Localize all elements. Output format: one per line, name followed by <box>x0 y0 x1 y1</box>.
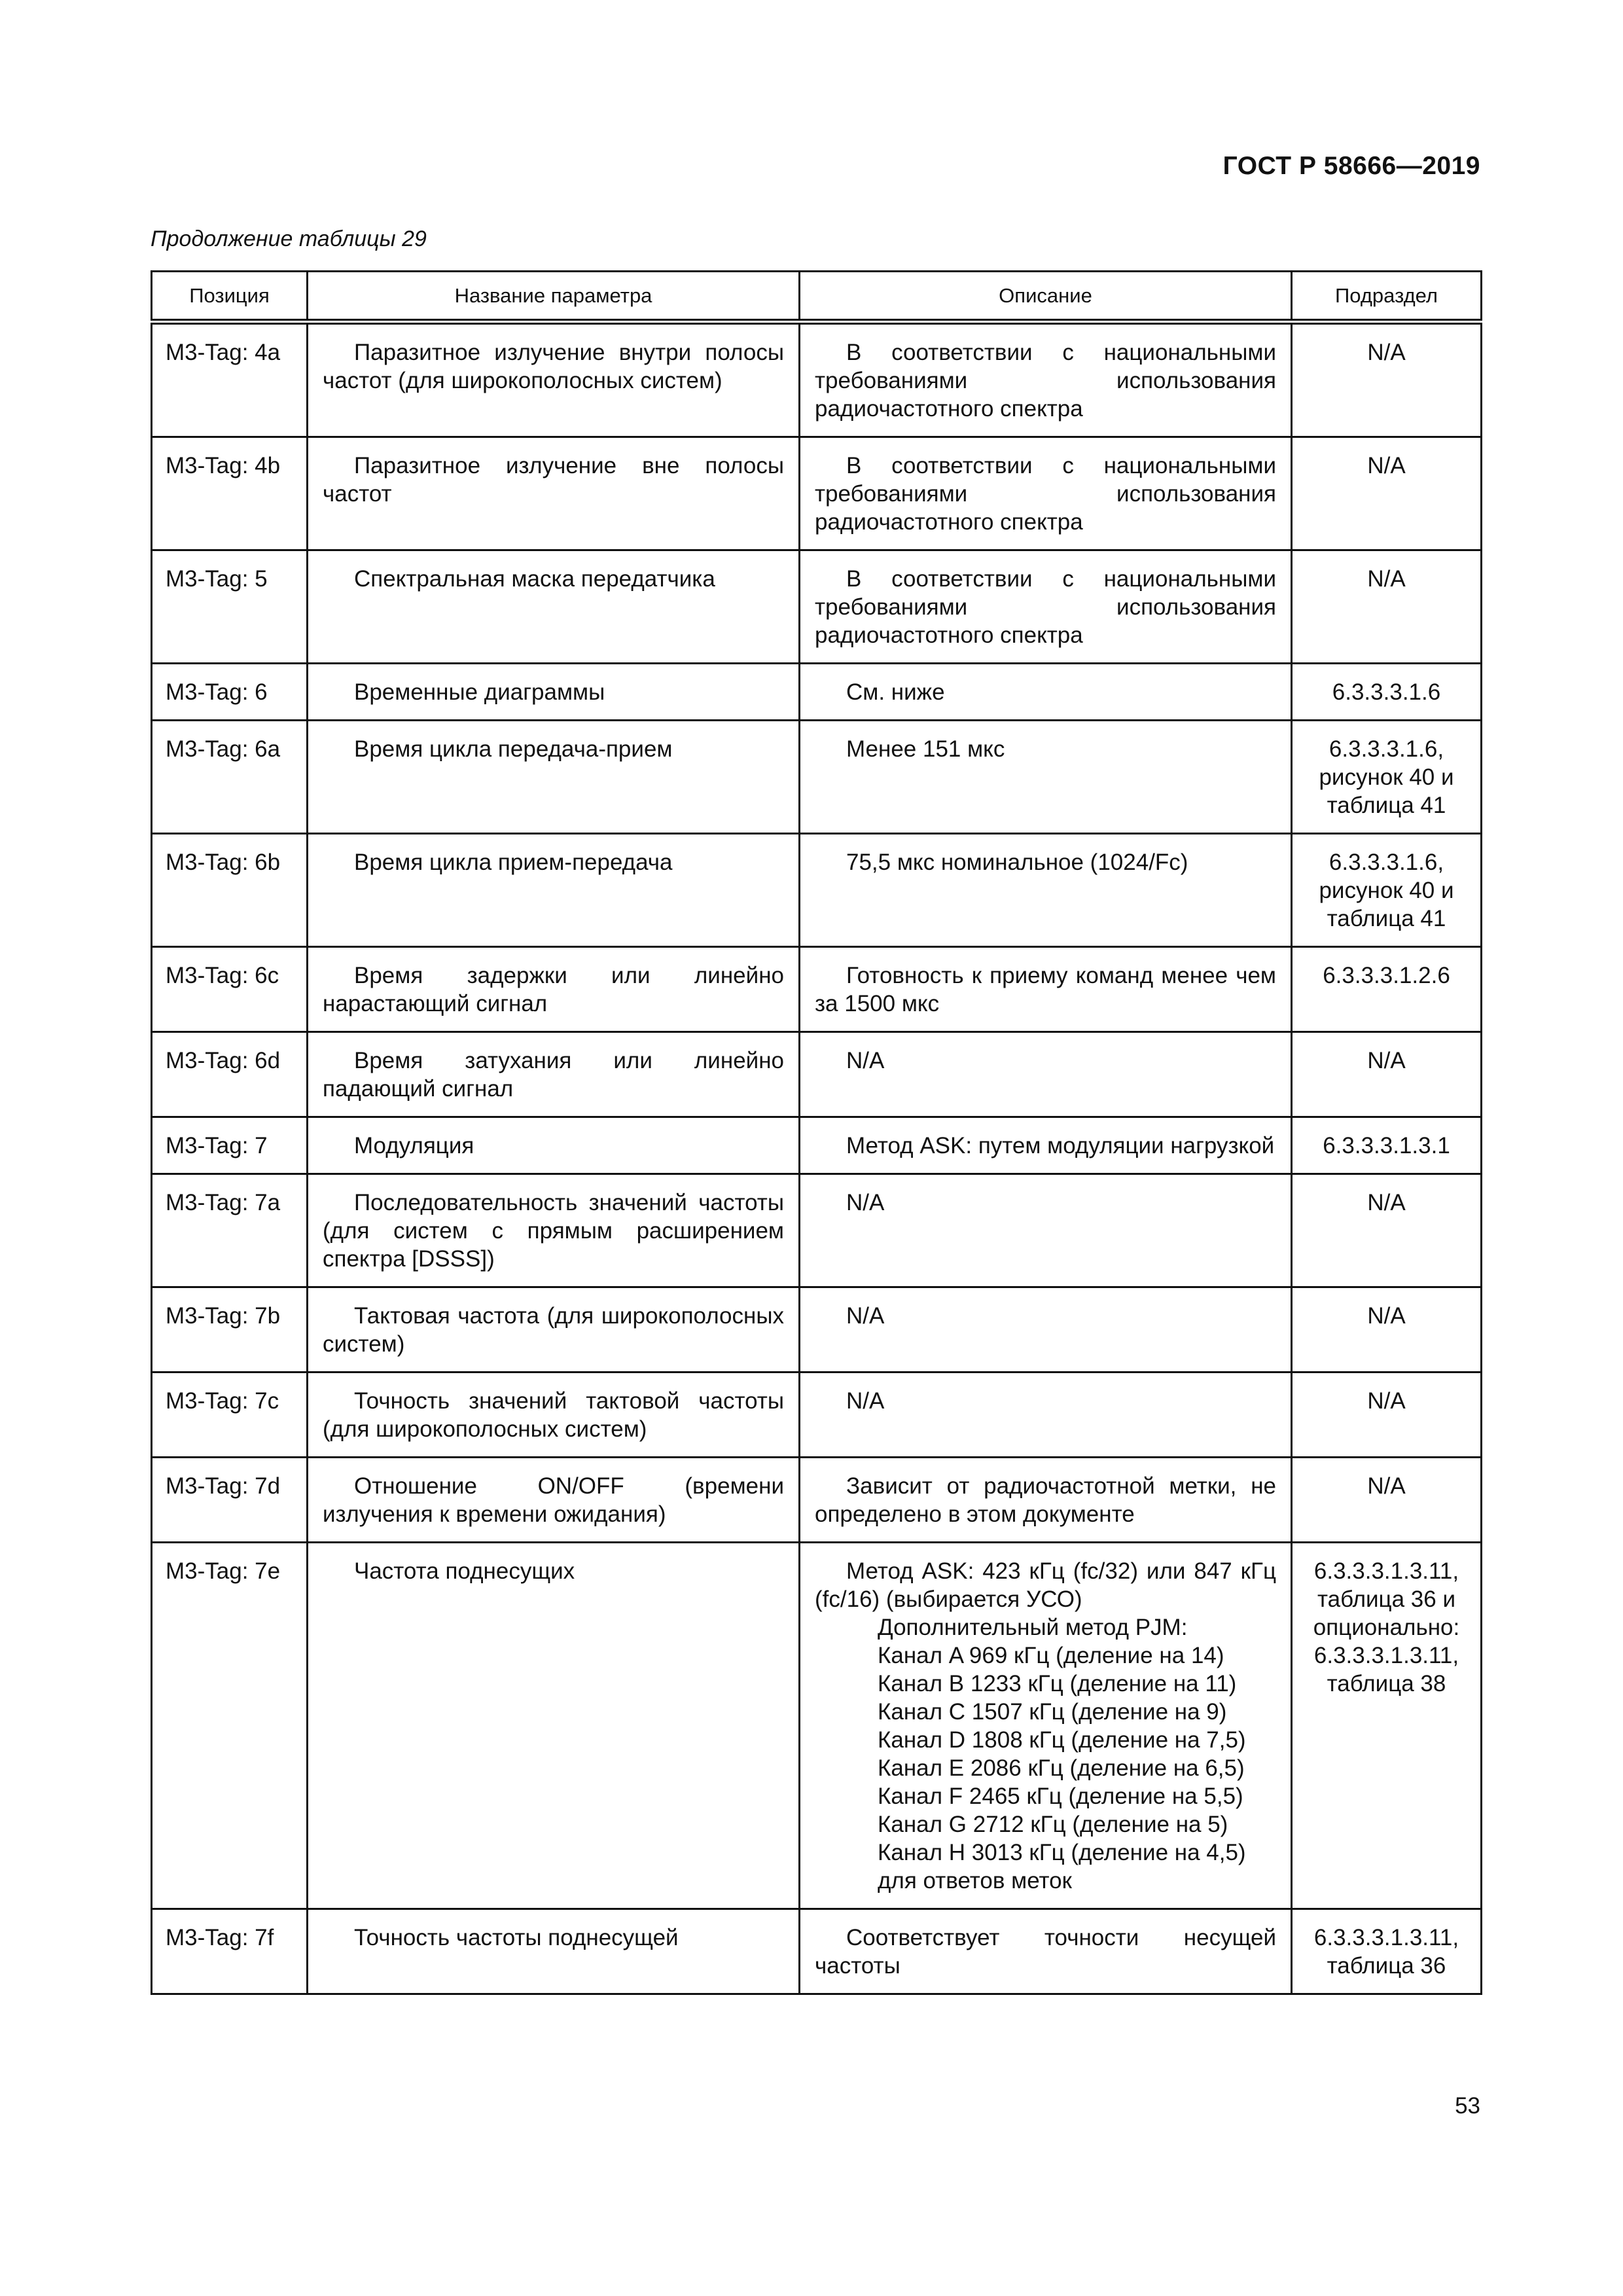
description-line: Метод ASK: путем модуляции нагрузкой <box>846 1133 1275 1158</box>
parameter-name-text: Модуляция <box>354 1133 474 1158</box>
cell-parameter-name <box>308 1372 800 1458</box>
description-line: 75,5 мкс номинальное (1024/Fc) <box>846 850 1188 875</box>
cell-parameter-name <box>308 437 800 550</box>
cell-description <box>800 1032 1292 1117</box>
description-line: Соответствует точности несущей частоты <box>815 1925 1276 1979</box>
parameter-name-text: Время затухания или линейно падающий сигнал <box>323 1048 784 1102</box>
cell-description <box>800 664 1292 721</box>
cell-description <box>800 947 1292 1032</box>
table-row <box>152 721 1482 834</box>
cell-position: M3-Tag: 6d <box>152 1032 308 1117</box>
description-line: Зависит от радиочастотной метки, не определено в этом документе <box>815 1473 1276 1527</box>
cell-parameter-name <box>308 1174 800 1287</box>
description-line: Канал B 1233 кГц (деление на 11) <box>878 1671 1237 1696</box>
description-line: Канал E 2086 кГц (деление на 6,5) <box>878 1755 1245 1781</box>
cell-subsection: 6.3.3.3.1.2.6 <box>1292 947 1482 1032</box>
cell-subsection: 6.3.3.3.1.6, рисунок 40 и таблица 41 <box>1292 721 1482 834</box>
description-line: для ответов меток <box>878 1868 1072 1893</box>
parameters-table <box>151 270 1482 1995</box>
cell-parameter-name <box>308 322 800 437</box>
cell-position: M3-Tag: 5 <box>152 550 308 664</box>
description-line: В соответствии с национальными требованиями использования радиочастотного спектра <box>815 453 1276 535</box>
cell-position: M3-Tag: 6b <box>152 834 308 947</box>
parameter-name-text: Спектральная маска передатчика <box>354 566 715 592</box>
cell-parameter-name <box>308 834 800 947</box>
parameter-name-text: Паразитное излучение вне полосы частот <box>323 453 784 507</box>
parameter-name-text: Отношение ON/OFF (времени излучения к времени ожидания) <box>323 1473 784 1527</box>
cell-subsection: N/A <box>1292 1032 1482 1117</box>
parameter-name-text: Точность частоты поднесущей <box>354 1925 679 1950</box>
description-line: См. ниже <box>846 679 945 705</box>
parameter-name-text: Временные диаграммы <box>354 679 605 705</box>
cell-description <box>800 1174 1292 1287</box>
description-line: В соответствии с национальными требованиями использования радиочастотного спектра <box>815 566 1276 648</box>
cell-description <box>800 1543 1292 1909</box>
table-header <box>152 272 1482 322</box>
description-line: N/A <box>846 1303 885 1329</box>
table-row <box>152 664 1482 721</box>
table-row <box>152 1174 1482 1287</box>
cell-position: M3-Tag: 7c <box>152 1372 308 1458</box>
table-row <box>152 550 1482 664</box>
table-row <box>152 322 1482 437</box>
parameter-name-text: Точность значений тактовой частоты (для широкополосных систем) <box>323 1388 784 1442</box>
description-line: Менее 151 мкс <box>846 736 1005 762</box>
parameter-name-text: Время цикла прием-передача <box>354 850 673 875</box>
cell-subsection: N/A <box>1292 322 1482 437</box>
table-row <box>152 1543 1482 1909</box>
cell-position: M3-Tag: 7f <box>152 1909 308 1994</box>
description-line: N/A <box>846 1048 885 1073</box>
cell-description <box>800 721 1292 834</box>
cell-parameter-name <box>308 1117 800 1174</box>
cell-position: M3-Tag: 7 <box>152 1117 308 1174</box>
table-row <box>152 437 1482 550</box>
cell-description <box>800 1909 1292 1994</box>
cell-parameter-name <box>308 664 800 721</box>
cell-subsection: N/A <box>1292 550 1482 664</box>
table-row <box>152 1287 1482 1372</box>
cell-subsection: 6.3.3.3.1.6, рисунок 40 и таблица 41 <box>1292 834 1482 947</box>
parameter-name-text: Паразитное излучение внутри полосы частот (для широкополосных систем) <box>323 340 784 393</box>
description-line: Канал A 969 кГц (деление на 14) <box>878 1643 1224 1668</box>
cell-parameter-name <box>308 1909 800 1994</box>
description-line: N/A <box>846 1388 885 1414</box>
cell-parameter-name <box>308 1458 800 1543</box>
table-row <box>152 834 1482 947</box>
description-line: N/A <box>846 1190 885 1215</box>
cell-parameter-name <box>308 721 800 834</box>
column-header-description: Описание <box>800 272 1292 322</box>
cell-subsection: 6.3.3.3.1.3.11, таблица 36 <box>1292 1909 1482 1994</box>
table-row <box>152 1372 1482 1458</box>
parameter-name-text: Время цикла передача-прием <box>354 736 673 762</box>
table-body <box>152 322 1482 1994</box>
parameter-name-text: Тактовая частота (для широкополосных систем) <box>323 1303 784 1357</box>
table-header-row <box>152 272 1482 322</box>
cell-description <box>800 1372 1292 1458</box>
cell-position: M3-Tag: 7e <box>152 1543 308 1909</box>
cell-subsection: N/A <box>1292 437 1482 550</box>
parameter-name-text: Частота поднесущих <box>354 1558 575 1584</box>
cell-parameter-name <box>308 1287 800 1372</box>
cell-position: M3-Tag: 7a <box>152 1174 308 1287</box>
cell-description <box>800 1458 1292 1543</box>
description-line: Канал G 2712 кГц (деление на 5) <box>878 1812 1228 1837</box>
cell-position: M3-Tag: 4b <box>152 437 308 550</box>
cell-description <box>800 322 1292 437</box>
description-line: Дополнительный метод PJM: <box>878 1615 1188 1640</box>
document-standard-header: ГОСТ Р 58666—2019 <box>1222 152 1480 180</box>
description-line: Канал H 3013 кГц (деление на 4,5) <box>878 1840 1246 1865</box>
cell-position: M3-Tag: 4a <box>152 322 308 437</box>
page-number: 53 <box>1455 2093 1480 2119</box>
cell-subsection: 6.3.3.3.1.6 <box>1292 664 1482 721</box>
description-line: Готовность к приему команд менее чем за 1500 мкс <box>815 963 1276 1016</box>
description-line: Канал C 1507 кГц (деление на 9) <box>878 1699 1227 1725</box>
description-line: Канал F 2465 кГц (деление на 5,5) <box>878 1784 1243 1809</box>
cell-position: M3-Tag: 6 <box>152 664 308 721</box>
cell-description <box>800 834 1292 947</box>
column-header-parameter-name: Название параметра <box>308 272 800 322</box>
cell-position: M3-Tag: 7b <box>152 1287 308 1372</box>
table-row <box>152 1117 1482 1174</box>
description-line: В соответствии с национальными требованиями использования радиочастотного спектра <box>815 340 1276 422</box>
cell-description <box>800 550 1292 664</box>
description-line: Канал D 1808 кГц (деление на 7,5) <box>878 1727 1246 1753</box>
cell-subsection: N/A <box>1292 1287 1482 1372</box>
cell-parameter-name <box>308 550 800 664</box>
cell-subsection: N/A <box>1292 1174 1482 1287</box>
table-continuation-caption: Продолжение таблицы 29 <box>151 226 427 251</box>
cell-subsection: N/A <box>1292 1458 1482 1543</box>
parameter-name-text: Время задержки или линейно нарастающий сигнал <box>323 963 784 1016</box>
column-header-subsection: Подраздел <box>1292 272 1482 322</box>
description-line: Метод ASK: 423 кГц (fc/32) или 847 кГц (fc/16) (выбирается УСО) <box>815 1558 1276 1612</box>
table-row <box>152 1032 1482 1117</box>
cell-description <box>800 1287 1292 1372</box>
cell-position: M3-Tag: 6c <box>152 947 308 1032</box>
table-row <box>152 1458 1482 1543</box>
cell-parameter-name <box>308 1543 800 1909</box>
cell-parameter-name <box>308 1032 800 1117</box>
table-row <box>152 947 1482 1032</box>
cell-parameter-name <box>308 947 800 1032</box>
cell-position: M3-Tag: 6a <box>152 721 308 834</box>
cell-subsection: 6.3.3.3.1.3.1 <box>1292 1117 1482 1174</box>
cell-description <box>800 437 1292 550</box>
cell-description <box>800 1117 1292 1174</box>
table-row <box>152 1909 1482 1994</box>
column-header-position: Позиция <box>152 272 308 322</box>
cell-subsection: 6.3.3.3.1.3.11, таблица 36 и опционально: 6.3.3.3.1.3.11, таблица 38 <box>1292 1543 1482 1909</box>
cell-subsection: N/A <box>1292 1372 1482 1458</box>
cell-position: M3-Tag: 7d <box>152 1458 308 1543</box>
parameter-name-text: Последовательность значений частоты (для систем с прямым расширением спектра [DSSS]) <box>323 1190 784 1272</box>
